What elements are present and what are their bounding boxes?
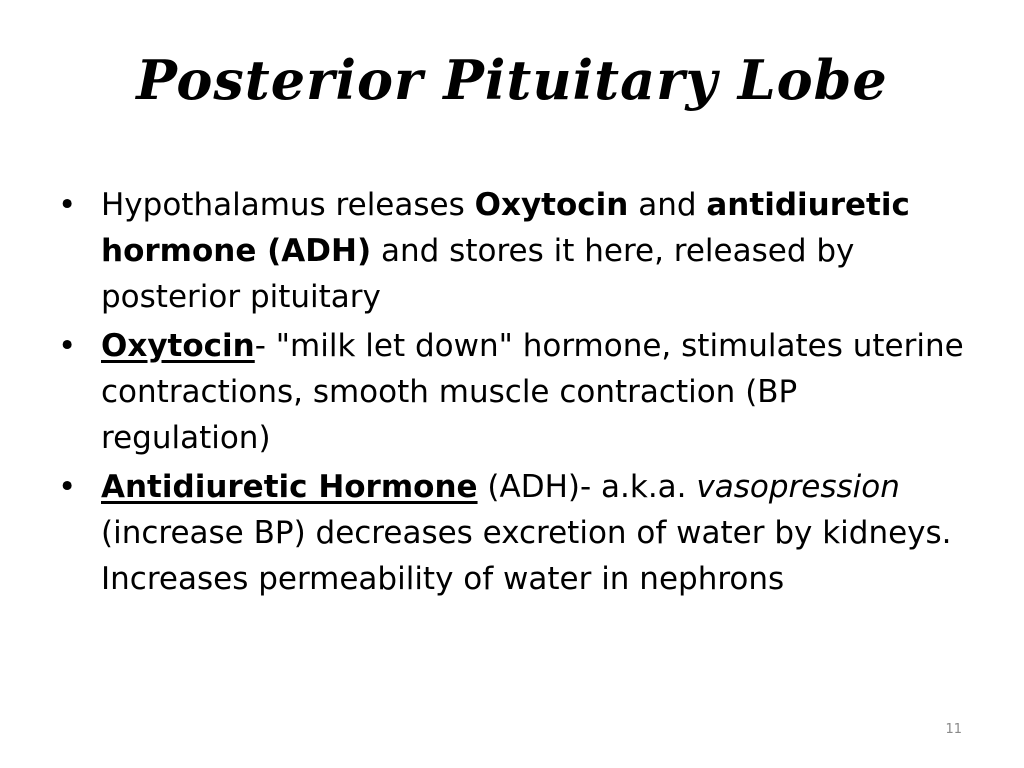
slide-title: Posterior Pituitary Lobe xyxy=(136,48,888,112)
text-span: (ADH)- a.k.a. xyxy=(477,469,697,505)
text-span: and xyxy=(628,187,707,223)
bullet-text xyxy=(101,469,952,597)
bullet-item-oxytocin xyxy=(58,323,968,461)
bullet-icon: • xyxy=(58,469,77,505)
text-span: and stores it here, released by posterior pituitary xyxy=(101,233,855,315)
bold-term-adh: antidiuretic hormone (ADH) xyxy=(101,187,910,269)
underlined-term-oxytocin: Oxytocin xyxy=(101,328,255,364)
bullet-item-adh xyxy=(58,464,968,602)
bullet-list xyxy=(58,182,968,605)
bullet-text xyxy=(101,187,910,315)
underlined-term-antidiuretic-hormone: Antidiuretic Hormone xyxy=(101,469,478,505)
bold-term-oxytocin: Oxytocin xyxy=(474,187,629,223)
text-span: - "milk let down" hormone, stimulates uterine contractions, smooth muscle contraction (BP regulation) xyxy=(101,328,964,456)
text-span: (increase BP) decreases excretion of water by kidneys. Increases permeability of water in nephrons xyxy=(101,515,952,597)
bullet-icon: • xyxy=(58,328,77,364)
text-span: Hypothalamus releases xyxy=(101,187,475,223)
page-number: 11 xyxy=(945,722,962,737)
bullet-text xyxy=(101,328,964,456)
bullet-item-hypothalamus xyxy=(58,182,968,320)
bullet-icon: • xyxy=(58,187,77,223)
italic-term-vasopression: vasopression xyxy=(696,469,900,505)
